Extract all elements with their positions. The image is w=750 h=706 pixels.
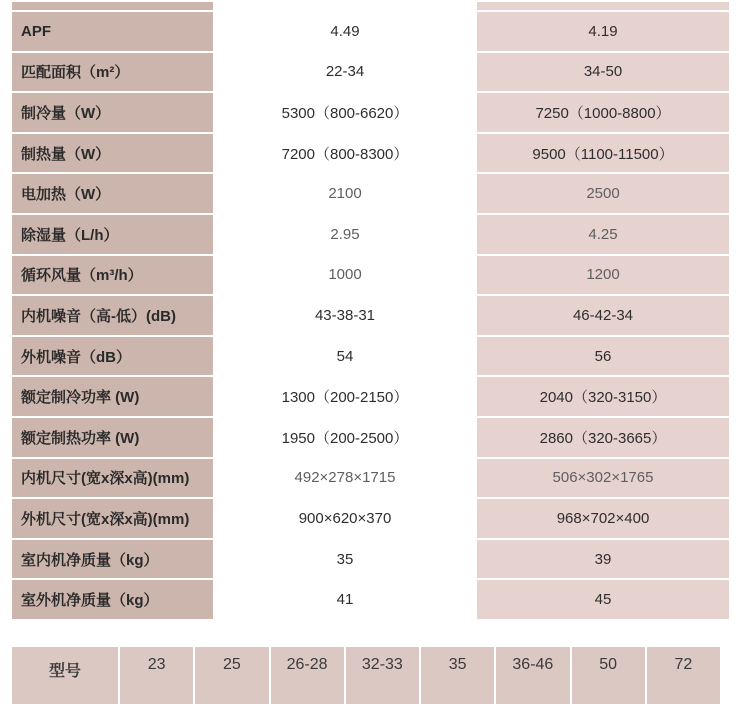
spec-label: 制热量（W） (11, 133, 214, 174)
spec-value-model2: 2040（320-3150） (476, 376, 730, 417)
spec-row-outdoor-weight (11, 579, 730, 620)
spec-row-outdoor-dimensions (11, 498, 730, 539)
spec-value-model2: 46-42-34 (476, 295, 730, 336)
spec-value-model2: 1200 (476, 255, 730, 296)
spec-value-model1: 43-38-31 (214, 295, 476, 336)
spec-value-model2: 4.19 (476, 11, 730, 52)
spec-value-model1: 1300（200-2150） (214, 376, 476, 417)
spec-row-outdoor-noise (11, 336, 730, 377)
spec-label: 额定制热功率 (W) (11, 417, 214, 458)
spec-value-model1: 41 (214, 579, 476, 620)
spec-label: 外机噪音（dB） (11, 336, 214, 377)
spec-value-model1: 2.95 (214, 214, 476, 255)
spec-label: 室外机净质量（kg） (11, 579, 214, 620)
model-cell: 23 (119, 646, 194, 705)
spec-value-model1: 4.49 (214, 11, 476, 52)
spec-value-model2: 968×702×400 (476, 498, 730, 539)
spec-label: 制冷量（W） (11, 92, 214, 133)
spec-label: 额定制冷功率 (W) (11, 376, 214, 417)
spec-label: APF (11, 11, 214, 52)
spec-value-model2: 4.25 (476, 214, 730, 255)
spec-value-model2: 2860（320-3665） (476, 417, 730, 458)
spec-value-model1: 54 (214, 336, 476, 377)
spec-value-model1: 5300（800-6620） (214, 92, 476, 133)
spec-row-airflow (11, 255, 730, 296)
spec-label: 内机噪音（高-低）(dB) (11, 295, 214, 336)
model-cell: 36-46 (495, 646, 570, 705)
spec-row-rated-cooling-power (11, 376, 730, 417)
spec-value-model2: 56 (476, 336, 730, 377)
spec-value-model1: 7200（800-8300） (214, 133, 476, 174)
model-row (11, 646, 721, 705)
model-label: 型号 (11, 646, 119, 705)
spec-row-electric-heating (11, 173, 730, 214)
spec-table (10, 0, 731, 621)
model-cell: 72 (646, 646, 721, 705)
spec-value-model1: 1000 (214, 255, 476, 296)
spec-label: 室内机净质量（kg） (11, 539, 214, 580)
spec-row-indoor-noise (11, 295, 730, 336)
spec-value-model2: 45 (476, 579, 730, 620)
spec-value-model1: 22-34 (214, 52, 476, 93)
spec-value-model2: 7250（1000-8800） (476, 92, 730, 133)
model-cell: 25 (194, 646, 269, 705)
spec-row-rated-heating-power (11, 417, 730, 458)
spec-label: 匹配面积（m²） (11, 52, 214, 93)
spec-value-model2: 39 (476, 539, 730, 580)
spec-row-apf (11, 11, 730, 52)
spec-value-model1: 2100 (214, 173, 476, 214)
spec-row-area (11, 52, 730, 93)
model-cell: 50 (571, 646, 646, 705)
spec-row-heating-capacity (11, 133, 730, 174)
model-table (10, 645, 722, 706)
spec-row-indoor-weight (11, 539, 730, 580)
spec-value-model1: 492×278×1715 (214, 458, 476, 499)
model-cell: 26-28 (270, 646, 345, 705)
spec-value-model1: 35 (214, 539, 476, 580)
spec-row-indoor-dimensions (11, 458, 730, 499)
model-cell: 35 (420, 646, 495, 705)
spec-value-model2: 506×302×1765 (476, 458, 730, 499)
spec-label: 内机尺寸(宽x深x高)(mm) (11, 458, 214, 499)
spec-value-model2: 9500（1100-11500） (476, 133, 730, 174)
spec-value-model1: 900×620×370 (214, 498, 476, 539)
spec-label: 电加热（W） (11, 173, 214, 214)
spec-value-model1: 1950（200-2500） (214, 417, 476, 458)
spec-label: 循环风量（m³/h） (11, 255, 214, 296)
spec-value-model2: 2500 (476, 173, 730, 214)
spec-top-row (11, 1, 730, 11)
spec-value-model2: 34-50 (476, 52, 730, 93)
spec-row-dehumidification (11, 214, 730, 255)
spec-label: 除湿量（L/h） (11, 214, 214, 255)
spec-row-cooling-capacity (11, 92, 730, 133)
model-cell: 32-33 (345, 646, 420, 705)
spec-label: 外机尺寸(宽x深x高)(mm) (11, 498, 214, 539)
